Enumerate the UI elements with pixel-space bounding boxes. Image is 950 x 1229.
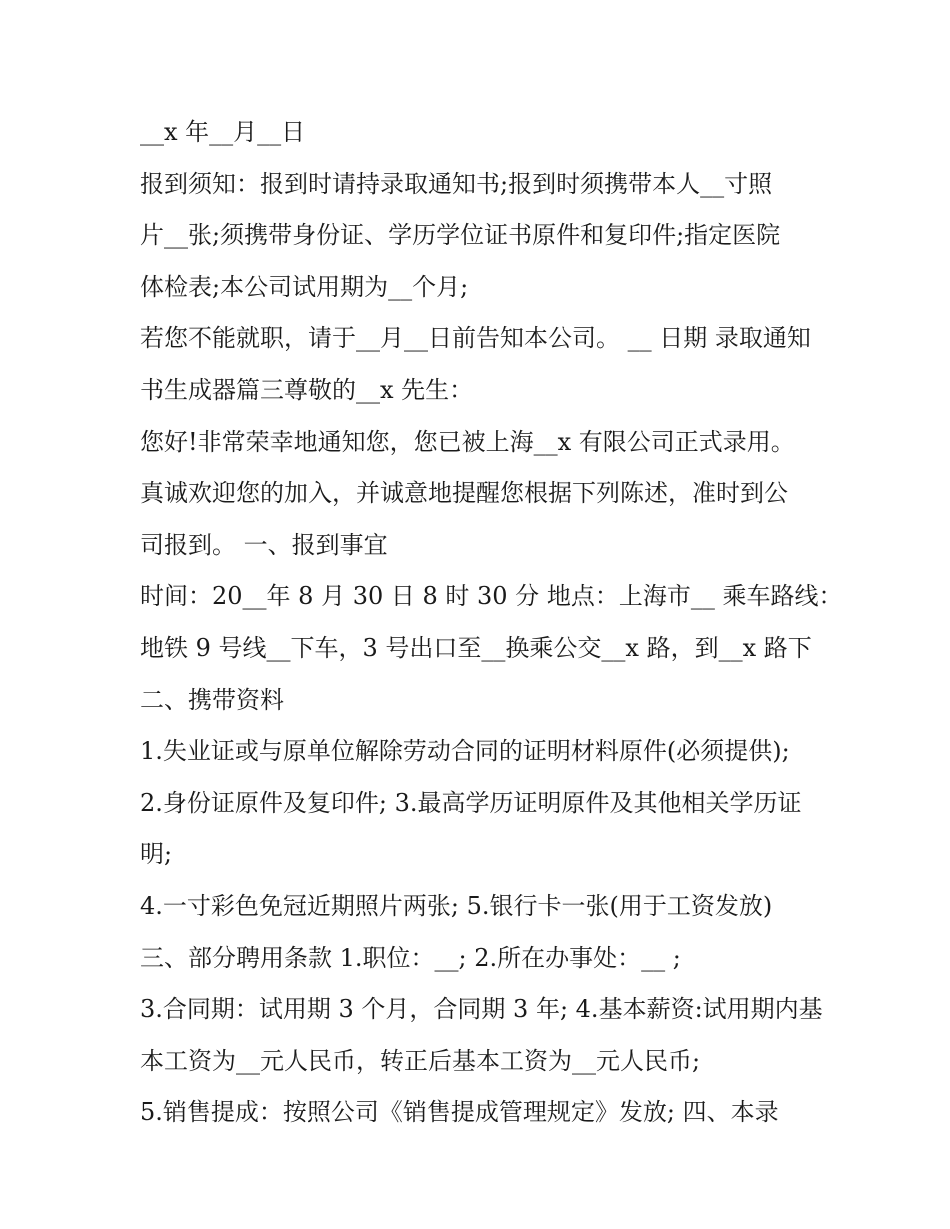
text-line-notice-1: 报到须知：报到时请持录取通知书;报到时须携带本人__寸照	[140, 169, 773, 198]
text-line-section-2: 二、携带资料	[140, 685, 284, 714]
text-line-notice-4: 若您不能就职，请于__月__日前告知本公司。 __ 日期 录取通知	[140, 324, 811, 353]
text-line-item-1: 1.失业证或与原单位解除劳动合同的证明材料原件(必须提供);	[140, 737, 790, 766]
text-line-date: __x 年__月__日	[140, 118, 306, 146]
text-line-notice-2: 片__张;须携带身份证、学历学位证书原件和复印件;指定医院	[140, 221, 781, 250]
text-line-commission: 5.销售提成：按照公司《销售提成管理规定》发放; 四、本录	[140, 1098, 779, 1127]
text-line-time-location: 时间：20__年 8 月 30 日 8 时 30 分 地点：上海市__ 乘车路线：	[140, 582, 843, 611]
text-line-notice-3: 体检表;本公司试用期为__个月;	[140, 272, 469, 301]
text-line-section-3: 三、部分聘用条款 1.职位：__; 2.所在办事处：__ ;	[140, 943, 681, 972]
text-line-contract: 3.合同期：试用期 3 个月，合同期 3 年; 4.基本薪资:试用期内基	[140, 995, 823, 1024]
text-line-salary: 本工资为__元人民币，转正后基本工资为__元人民币;	[140, 1046, 701, 1075]
text-line-section-1: 司报到。 一、报到事宜	[140, 530, 388, 559]
text-line-greeting: 书生成器篇三尊敬的__x 先生：	[140, 375, 474, 404]
text-line-route: 地铁 9 号线__下车，3 号出口至__换乘公交__x 路，到__x 路下	[140, 633, 812, 662]
text-line-intro-2: 真诚欢迎您的加入，并诚意地提醒您根据下列陈述，准时到公	[140, 479, 788, 508]
text-line-item-4-5: 4.一寸彩色免冠近期照片两张; 5.银行卡一张(用于工资发放)	[140, 891, 773, 920]
text-line-item-2-3: 2.身份证原件及复印件; 3.最高学历证明原件及其他相关学历证	[140, 788, 802, 817]
text-line-item-3-cont: 明;	[140, 840, 173, 869]
document-body	[140, 107, 843, 1139]
text-line-intro-1: 您好!非常荣幸地通知您，您已被上海__x 有限公司正式录用。	[140, 427, 795, 456]
